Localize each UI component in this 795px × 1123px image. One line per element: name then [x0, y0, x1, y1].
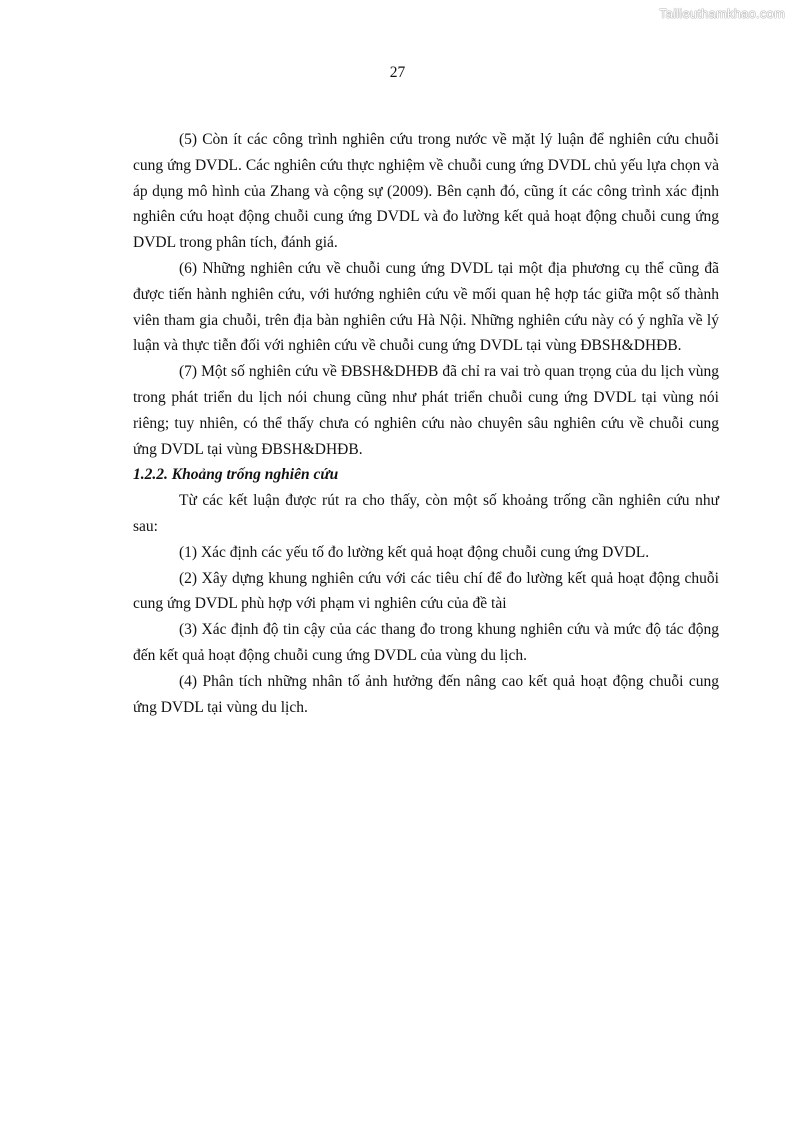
- page-number: 27: [389, 64, 406, 81]
- watermark: Tailieuthamkhao.com: [659, 6, 785, 21]
- paragraph-intro: Từ các kết luận được rút ra cho thấy, còn một số khoảng trống cần nghiên cứu như sau:: [133, 492, 719, 535]
- document-body: [133, 127, 719, 720]
- section-heading: 1.2.2. Khoảng trống nghiên cứu: [133, 466, 339, 484]
- gap-item-3: (3) Xác định độ tin cậy của các thang đo trong khung nghiên cứu và mức độ tác động đến kết quả hoạt động chuỗi cung ứng DVDL của vùng du lịch.: [133, 621, 719, 664]
- gap-item-2: (2) Xây dựng khung nghiên cứu với các tiêu chí để đo lường kết quả hoạt động chuỗi cung ứng DVDL phù hợp với phạm vi nghiên cứu của đề tài: [133, 569, 719, 613]
- paragraph-7: (7) Một số nghiên cứu về ĐBSH&DHĐB đã chỉ ra vai trò quan trọng của du lịch vùng trong phát triển du lịch nói chung cũng như phát triển chuỗi cung ứng DVDL tại vùng nói riêng; tuy nhiên, có thể thấy chưa có nghiên cứu nào chuyên sâu nghiên cứu về chuỗi cung ứng DVDL tại vùng ĐBSH&DHĐB.: [133, 363, 719, 458]
- gap-item-4: (4) Phân tích những nhân tố ảnh hưởng đến nâng cao kết quả hoạt động chuỗi cung ứng DVDL tại vùng du lịch.: [133, 672, 719, 716]
- paragraph-6: (6) Những nghiên cứu về chuỗi cung ứng DVDL tại một địa phương cụ thể cũng đã được tiến hành nghiên cứu, với hướng nghiên cứu về mối quan hệ hợp tác giữa một số thành viên tham gia chuỗi, trên địa bàn nghiên cứu Hà Nội. Những nghiên cứu này có ý nghĩa về lý luận và thực tiễn đối với nghiên cứu về chuỗi cung ứng DVDL tại vùng ĐBSH&DHĐB.: [133, 259, 719, 355]
- paragraph-5: (5) Còn ít các công trình nghiên cứu trong nước về mặt lý luận để nghiên cứu chuỗi cung ứng DVDL. Các nghiên cứu thực nghiệm về chuỗi cung ứng DVDL chủ yếu lựa chọn và áp dụng mô hình của Zhang và cộng sự (2009). Bên cạnh đó, cũng ít các công trình xác định nghiên cứu hoạt động chuỗi cung ứng DVDL và đo lường kết quả hoạt động chuỗi cung ứng DVDL trong phân tích, đánh giá.: [133, 131, 719, 252]
- gap-item-1: (1) Xác định các yếu tố đo lường kết quả hoạt động chuỗi cung ứng DVDL.: [179, 543, 650, 561]
